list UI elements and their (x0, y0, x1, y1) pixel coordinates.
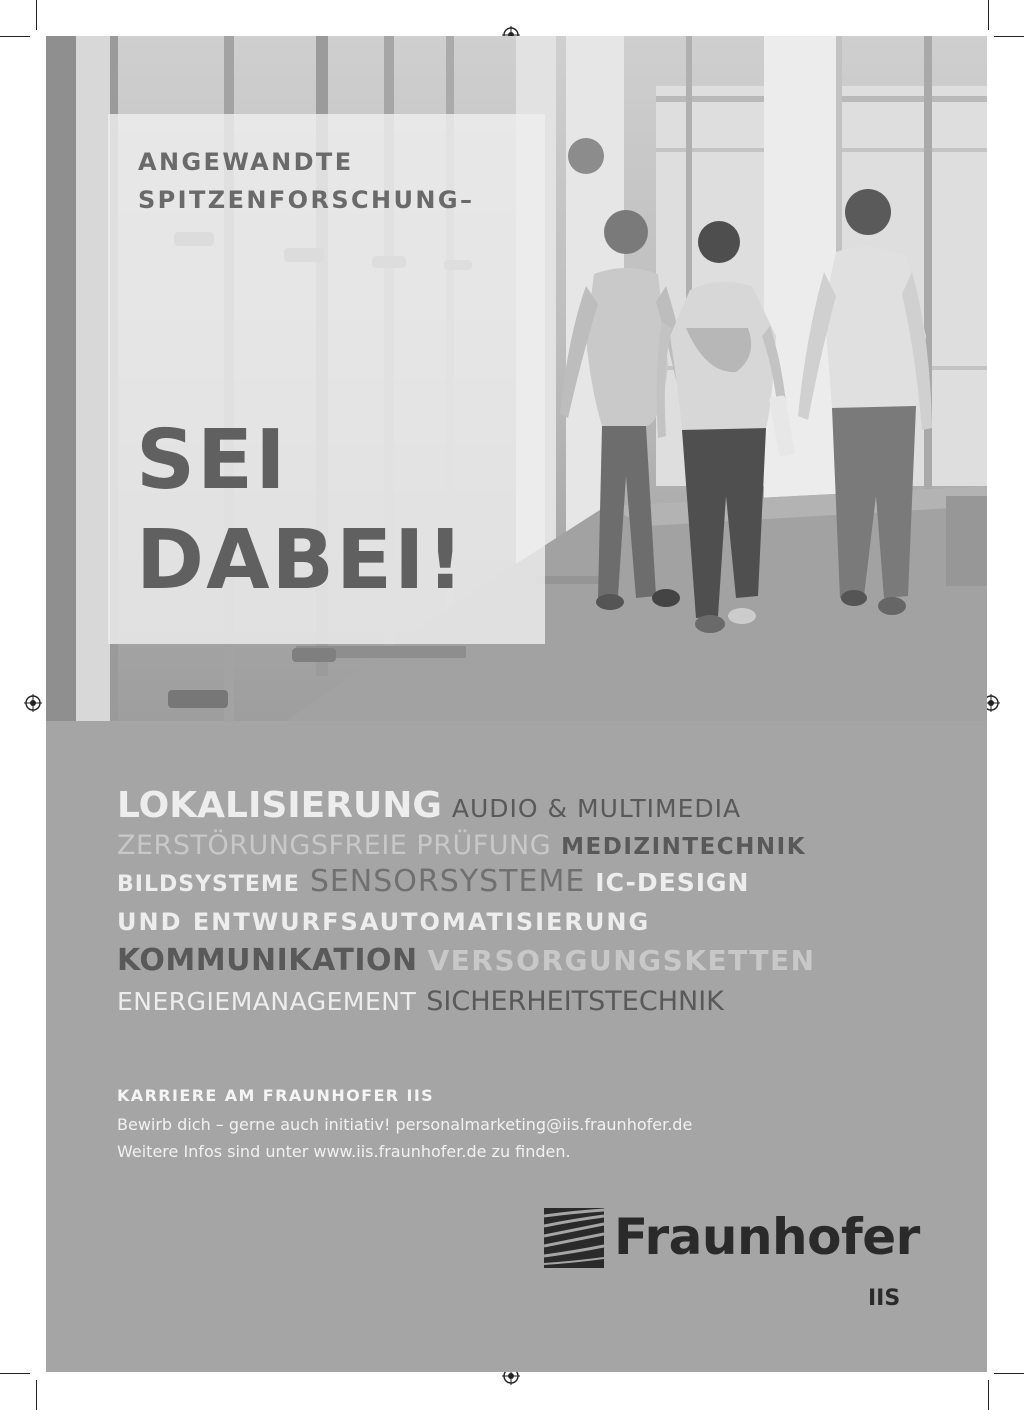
topic: UND ENTWURFSAUTOMATISIERUNG (117, 908, 651, 936)
headline-big: SEI (136, 413, 288, 508)
topic: SICHERHEITSTECHNIK (426, 986, 724, 1017)
crop-mark (36, 0, 37, 30)
topic-line (117, 864, 759, 899)
headline-big: DABEI! (136, 513, 466, 608)
career-info-line: Weitere Infos sind unter www.iis.fraunhofer.de zu finden. (117, 1142, 571, 1161)
registration-mark-icon (24, 694, 42, 712)
career-title: KARRIERE AM FRAUNHOFER IIS (117, 1086, 435, 1105)
topic-line (117, 910, 660, 934)
topic: KOMMUNIKATION (117, 943, 418, 978)
crop-mark (0, 36, 30, 37)
topic-line (117, 943, 826, 978)
kicker-line: ANGEWANDTE (138, 148, 354, 176)
crop-mark (994, 1373, 1024, 1374)
topic-line (117, 832, 816, 859)
topic-line (117, 785, 751, 826)
logo-institute: IIS (868, 1286, 901, 1311)
career-apply-line: Bewirb dich – gerne auch initiativ! personalmarketing@iis.fraunhofer.de (117, 1115, 693, 1134)
topic-line (117, 988, 734, 1015)
topic: MEDIZINTECHNIK (561, 834, 807, 860)
topic: LOKALISIERUNG (117, 785, 442, 826)
crop-mark (36, 1380, 37, 1410)
topic: IC-DESIGN (595, 868, 750, 897)
kicker-line: SPITZENFORSCHUNG– (138, 186, 475, 214)
crop-mark (0, 1373, 30, 1374)
topic: AUDIO & MULTIMEDIA (451, 794, 742, 823)
topic: ENERGIEMANAGEMENT (117, 987, 417, 1016)
crop-mark (988, 0, 989, 30)
topic: SENSORSYSTEME (309, 864, 586, 899)
crop-mark (988, 1380, 989, 1410)
logo-wordmark: Fraunhofer (614, 1208, 920, 1266)
topic: VERSORGUNGSKETTEN (427, 944, 816, 977)
topic: BILDSYSTEME (117, 872, 300, 897)
fraunhofer-logo-icon (544, 1208, 604, 1268)
crop-mark (994, 36, 1024, 37)
topic: ZERSTÖRUNGSFREIE PRÜFUNG (117, 830, 552, 861)
